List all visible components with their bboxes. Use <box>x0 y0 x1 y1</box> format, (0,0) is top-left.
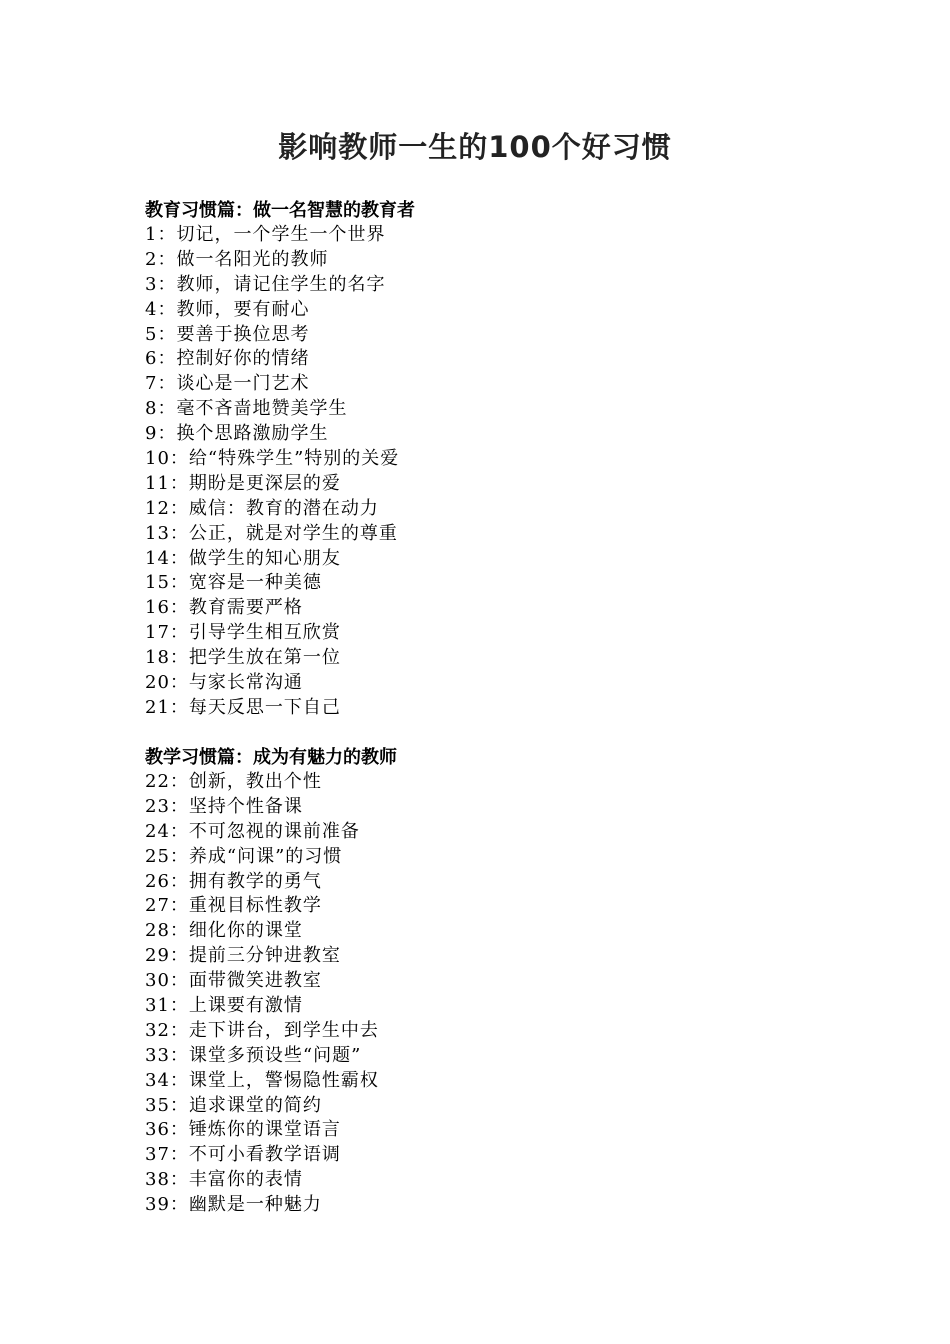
list-item: 33：课堂多预设些“问题” <box>145 1044 362 1066</box>
habit-list <box>145 223 845 721</box>
list-item: 31：上课要有激情 <box>145 995 303 1017</box>
section-teaching-habits <box>145 745 845 1218</box>
list-item: 2：做一名阳光的教师 <box>145 248 329 270</box>
list-item: 23：坚持个性备课 <box>145 795 303 817</box>
page-title: 影响教师一生的100个好习惯 <box>278 130 672 164</box>
list-item: 30：面带微笑进教室 <box>145 970 322 992</box>
list-item: 34：课堂上，警惕隐性霸权 <box>145 1069 379 1091</box>
list-item: 17：引导学生相互欣赏 <box>145 622 341 644</box>
list-item: 32：走下讲台，到学生中去 <box>145 1019 379 1041</box>
list-item: 11：期盼是更深层的爱 <box>145 472 341 494</box>
list-item: 8：毫不吝啬地赞美学生 <box>145 398 348 420</box>
section-heading: 教育习惯篇：做一名智慧的教育者 <box>145 200 415 221</box>
list-item: 14：做学生的知心朋友 <box>145 547 341 569</box>
list-item: 22：创新，教出个性 <box>145 771 322 792</box>
list-item: 18：把学生放在第一位 <box>145 647 341 669</box>
list-item: 7：谈心是一门艺术 <box>145 373 310 395</box>
list-item: 21：每天反思一下自己 <box>145 696 341 718</box>
list-item: 13：公正，就是对学生的尊重 <box>145 522 398 544</box>
list-item: 39：幽默是一种魅力 <box>145 1194 322 1216</box>
list-item: 38：丰富你的表情 <box>145 1169 303 1191</box>
section-education-habits <box>145 198 845 721</box>
list-item: 20：与家长常沟通 <box>145 672 303 694</box>
list-item: 1：切记，一个学生一个世界 <box>145 224 386 245</box>
list-item: 15：宽容是一种美德 <box>145 572 322 594</box>
section-heading: 教学习惯篇：成为有魅力的教师 <box>145 747 397 768</box>
habit-list <box>145 770 845 1218</box>
list-item: 28：细化你的课堂 <box>145 920 303 942</box>
list-item: 36：锤炼你的课堂语言 <box>145 1119 341 1141</box>
list-item: 35：追求课堂的简约 <box>145 1094 322 1116</box>
list-item: 5：要善于换位思考 <box>145 323 310 345</box>
list-item: 12：威信：教育的潜在动力 <box>145 497 379 519</box>
list-item: 10：给“特殊学生”特别的关爱 <box>145 448 400 470</box>
list-item: 24：不可忽视的课前准备 <box>145 820 360 842</box>
list-item: 9：换个思路激励学生 <box>145 423 329 445</box>
list-item: 27：重视目标性教学 <box>145 895 322 917</box>
list-item: 16：教育需要严格 <box>145 597 303 619</box>
list-item: 6：控制好你的情绪 <box>145 348 310 370</box>
list-item: 25：养成“问课”的习惯 <box>145 845 343 867</box>
list-item: 26：拥有教学的勇气 <box>145 870 322 892</box>
list-item: 4：教师，要有耐心 <box>145 298 310 320</box>
list-item: 37：不可小看教学语调 <box>145 1144 341 1166</box>
list-item: 3：教师，请记住学生的名字 <box>145 273 386 295</box>
list-item: 29：提前三分钟进教室 <box>145 945 341 967</box>
